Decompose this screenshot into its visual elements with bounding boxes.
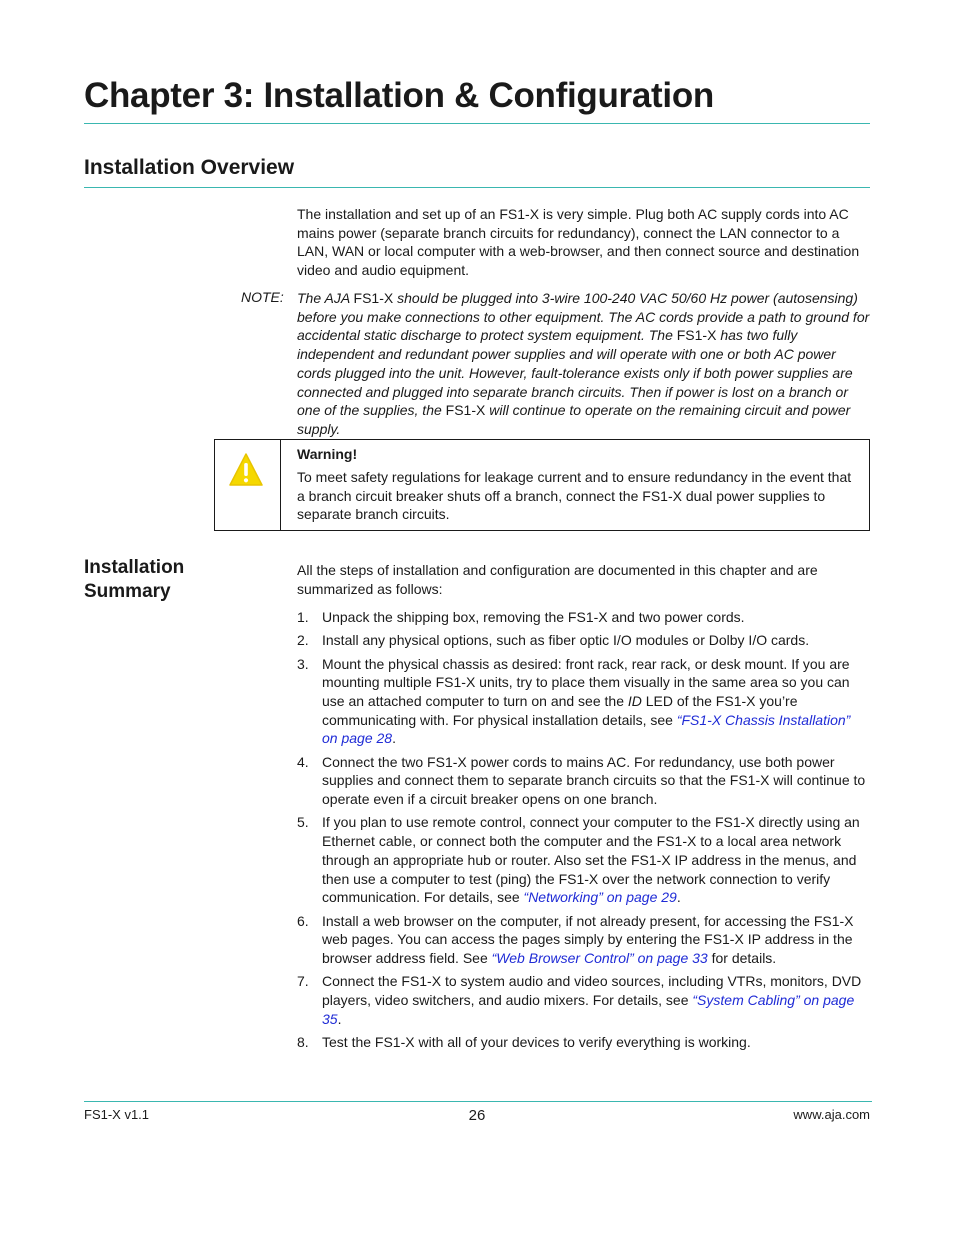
xref-link[interactable]: “Networking” on page 29 (523, 889, 677, 906)
section-rule (84, 187, 870, 188)
xref-link[interactable]: “Web Browser Control” on page 33 (491, 949, 708, 966)
footer-page-number: 26 (468, 1107, 486, 1124)
list-item: 8. Test the FS1-X with all of your devices to verify everything is working. (297, 1033, 751, 1050)
warning-heading: Warning! (297, 446, 358, 462)
summary-heading: Installation Summary (84, 557, 185, 602)
warning-text: To meet safety regulations for leakage current and to ensure redundancy in the event that a branch circuit breaker shuts off a branch, connect the FS1-X dual power supplies to separate branch circuits. (297, 469, 852, 523)
note-paragraph: The AJA FS1-X should be plugged into 3-wire 100-240 VAC 50/60 Hz power (autosensing) before you make connections to other equipment. The AC cords provide a path to ground for accidental static discharge to protect system equipment. The FS1-X has two fully independent and redundant power supplies and will operate with one or both AC power cords plugged into the unit. However, fault-tolerance exists only if both power supplies are connected and plugged into separate branch circuits. Then if power is lost on a branch or one of the supplies, the FS1-X will continue to operate on the remaining circuit and power supply. (297, 290, 870, 437)
summary-intro: All the steps of installation and configuration are documented in this chapter and are summarized as follows: (297, 562, 818, 597)
list-item: 4. Connect the two FS1-X power cords to mains AC. For redundancy, use both power supplies and connect them to separate branch circuits so that the FS1-X will continue to operate even if a circuit breaker opens on one branch. (297, 753, 866, 808)
steps-list (297, 608, 869, 1056)
list-item: 6. Install a web browser on the computer, if not already present, for accessing the FS1-X web pages. You can access the pages simply by entering the FS1-X IP address in the browser address field. See “Web Browser Control” on page 33 for details. (297, 912, 854, 966)
chapter-rule (84, 123, 870, 124)
section-title: Installation Overview (84, 156, 295, 179)
list-item: 1. Unpack the shipping box, removing the FS1-X and two power cords. (297, 609, 745, 625)
intro-paragraph: The installation and set up of an FS1-X is very simple. Plug both AC supply cords into AC mains power (separate branch circuits for redundancy), connect the LAN connector to a LAN, WAN or local computer with a web-browser, and then connect source and destination video and audio equipment. (297, 206, 860, 279)
warning-divider (280, 440, 281, 530)
footer-website: www.aja.com (793, 1107, 870, 1122)
footer-rule (84, 1101, 872, 1102)
warning-triangle-icon (228, 452, 264, 488)
list-item: 7. Connect the FS1-X to system audio and video sources, including VTRs, monitors, DVD players, video switchers, and audio mixers. For details, see “System Cabling” on page 35. (297, 973, 862, 1027)
xref-link[interactable]: “System Cabling” on page 35 (322, 991, 855, 1027)
list-item: 2. Install any physical options, such as fiber optic I/O modules or Dolby I/O cards. (297, 632, 810, 649)
list-item: 3. Mount the physical chassis as desired: front rack, rear rack, or desk mount. If you are mounting multiple FS1-X units, try to place them visually in the same area so you can use an attached computer to turn on and see the ID LED of the FS1-X you’re communicating with. For physical installation details, see “FS1-X Chassis Installation” on page 28. (297, 655, 851, 747)
note-label: NOTE: (241, 289, 284, 305)
footer-doc-version: FS1-X v1.1 (84, 1107, 150, 1122)
chapter-title: Chapter 3: Installation & Configuration (84, 76, 714, 115)
xref-link[interactable]: “FS1-X Chassis Installation” on page 28 (322, 711, 851, 747)
warning-box (214, 439, 870, 531)
list-item: 5. If you plan to use remote control, connect your computer to the FS1-X directly using an Ethernet cable, or connect both the computer and the FS1-X to a local area network through an appropriate hub or router. Also set the FS1-X IP address in the menus, and then use a computer to test (ping) the FS1-X over the network connection to verify communication. For details, see “Networking” on page 29. (297, 814, 860, 906)
